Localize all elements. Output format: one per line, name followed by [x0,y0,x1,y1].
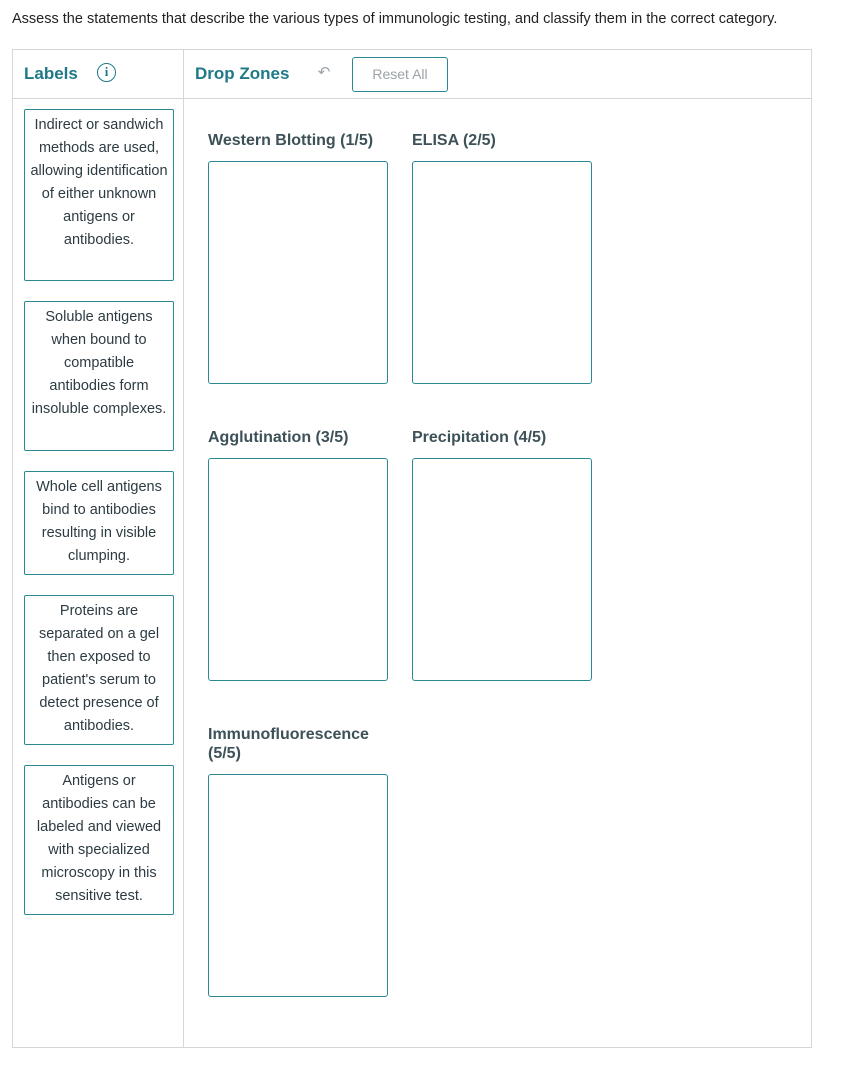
label-card-agglutination-statement[interactable]: Whole cell antigens bind to antibodies resulting in visible clumping. [24,471,174,575]
zone-title-elisa: ELISA (2/5) [412,132,496,149]
zone-title-agglutination: Agglutination (3/5) [208,429,349,446]
drop-zone-agglutination[interactable] [208,458,388,681]
panel-header [13,50,811,99]
drop-zones-title: Drop Zones [195,64,290,83]
drag-drop-panel [12,49,812,1048]
drop-zone-western-blotting[interactable] [208,161,388,384]
label-card-immunofluorescence-statement[interactable]: Antigens or antibodies can be labeled and viewed with specialized microscopy in this sensitive test. [24,765,174,915]
zone-title-western-blotting: Western Blotting (1/5) [208,132,374,149]
drop-zone-immunofluorescence[interactable] [208,774,388,997]
drop-zone-precipitation[interactable] [412,458,592,681]
label-card-precipitation-statement[interactable]: Soluble antigens when bound to compatible antibodies form insoluble complexes. [24,301,174,451]
zone-title-immunofluorescence: Immunofluorescence (5/5) [208,726,369,762]
column-divider [183,50,184,1047]
undo-icon[interactable]: ↶ [317,64,331,81]
label-card-elisa-statement[interactable]: Indirect or sandwich methods are used, allowing identification of either unknown antigens or antibodies. [24,109,174,281]
labels-title: Labels [24,64,78,83]
drop-zone-elisa[interactable] [412,161,592,384]
reset-all-button[interactable]: Reset All [352,57,448,92]
label-card-western-blot-statement[interactable]: Proteins are separated on a gel then exposed to patient's serum to detect presence of antibodies. [24,595,174,745]
zone-title-precipitation: Precipitation (4/5) [412,429,547,446]
info-icon[interactable]: i [97,63,116,82]
instruction-text: Assess the statements that describe the various types of immunologic testing, and classify them in the correct category. [12,11,778,27]
